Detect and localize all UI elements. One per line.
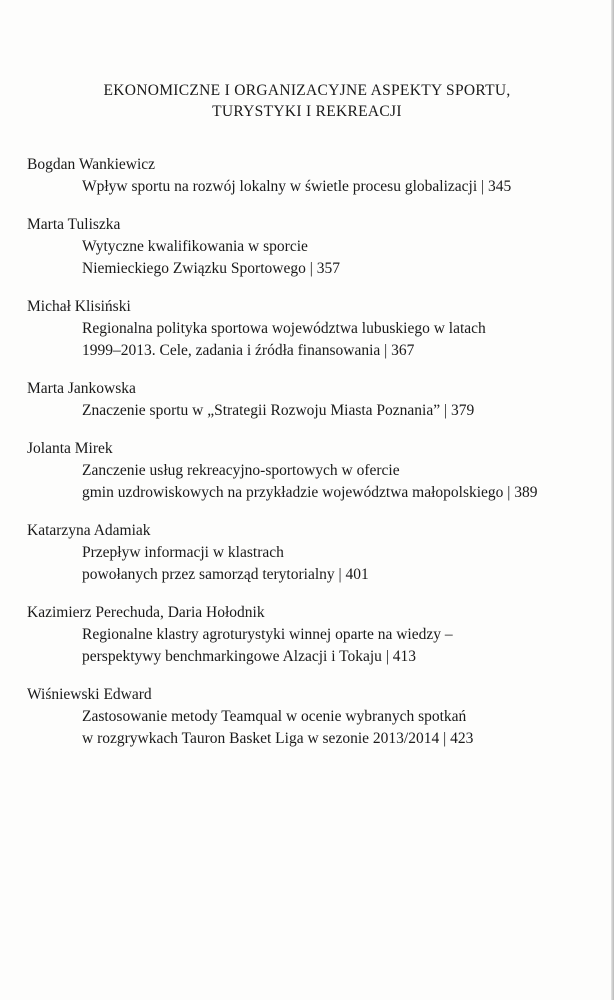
entry-page-number: | 357 <box>306 260 340 277</box>
entry-page-number: | 423 <box>439 730 473 747</box>
entry-title-line: Regionalna polityka sportowa województwa lubuskiego w latach <box>82 320 486 337</box>
entry-author: Marta Tuliszka <box>27 216 121 233</box>
section-title <box>0 80 614 122</box>
entry-title-line: Znaczenie sportu w „Strategii Rozwoju Miasta Poznania”| 379 <box>27 400 597 422</box>
entry-author: Bogdan Wankiewicz <box>27 156 156 173</box>
entry-author: Michał Klisiński <box>27 298 131 315</box>
entry-title-line: Wpływ sportu na rozwój lokalny w świetle procesu globalizacji| 345 <box>27 176 597 198</box>
entry-page-number: | 345 <box>477 178 511 195</box>
toc-entry <box>27 154 597 198</box>
toc-entry <box>27 296 597 362</box>
entry-page-number: | 389 <box>503 484 537 501</box>
toc-entry <box>27 378 597 422</box>
entry-author: Kazimierz Perechuda, Daria Hołodnik <box>27 604 265 621</box>
entry-page-number: | 379 <box>440 402 474 419</box>
entry-title-line: Wytyczne kwalifikowania w sporcie <box>82 238 308 255</box>
toc-entry <box>27 520 597 586</box>
entry-title-line: Niemieckiego Związku Sportowego| 357 <box>27 258 597 280</box>
table-of-contents <box>27 154 597 750</box>
entry-author: Wiśniewski Edward <box>27 686 152 703</box>
section-title-line: EKONOMICZNE I ORGANIZACYJNE ASPEKTY SPORTU, <box>103 82 511 99</box>
entry-title-line: Zastosowanie metody Teamqual w ocenie wybranych spotkań <box>82 708 467 725</box>
entry-title-line: gmin uzdrowiskowych na przykładzie województwa małopolskiego| 389 <box>27 482 597 504</box>
entry-title-line: Regionalne klastry agroturystyki winnej oparte na wiedzy – <box>82 626 453 643</box>
entry-page-number: | 413 <box>382 648 416 665</box>
entry-title-line: powołanych przez samorząd terytorialny| 401 <box>27 564 597 586</box>
toc-entry <box>27 684 597 750</box>
section-title-line: TURYSTYKI I REKREACJI <box>212 103 402 120</box>
toc-entry <box>27 214 597 280</box>
entry-author: Jolanta Mirek <box>27 440 113 457</box>
entry-title-line: perspektywy benchmarkingowe Alzacji i Tokaju| 413 <box>27 646 597 668</box>
toc-entry <box>27 602 597 668</box>
entry-page-number: | 401 <box>335 566 369 583</box>
entry-title-line: Zanczenie usług rekreacyjno-sportowych w ofercie <box>82 462 400 479</box>
entry-title-line: w rozgrywkach Tauron Basket Liga w sezonie 2013/2014| 423 <box>27 728 597 750</box>
entry-author: Katarzyna Adamiak <box>27 522 151 539</box>
entry-page-number: | 367 <box>380 342 414 359</box>
entry-author: Marta Jankowska <box>27 380 136 397</box>
toc-entry <box>27 438 597 504</box>
entry-title-line: Przepływ informacji w klastrach <box>82 544 284 561</box>
entry-title-line: 1999–2013. Cele, zadania i źródła finansowania| 367 <box>27 340 597 362</box>
